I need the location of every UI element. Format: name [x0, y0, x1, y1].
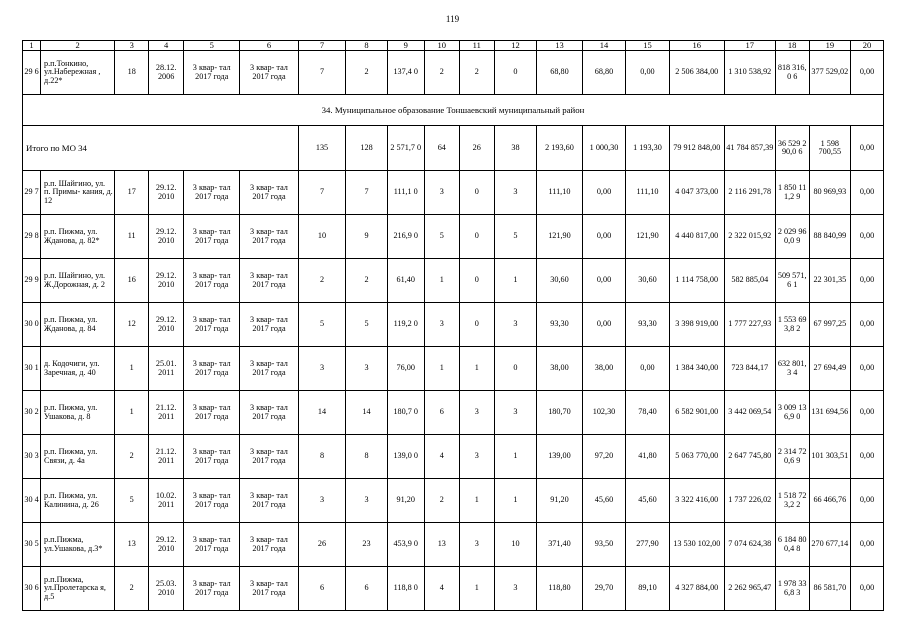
value-cell: 0,00	[850, 479, 883, 523]
value-cell: 509 571,6 1	[775, 259, 809, 303]
value-cell: 93,30	[537, 303, 583, 347]
value-cell: 3 квар- тал 2017 года	[240, 479, 298, 523]
value-cell: 23	[346, 523, 387, 567]
value-cell: 139,0 0	[387, 435, 424, 479]
value-cell: 0,00	[850, 391, 883, 435]
value-cell: 2 029 960,0 9	[775, 215, 809, 259]
table-row	[23, 171, 884, 215]
value-cell: 21.12. 2011	[149, 391, 184, 435]
value-cell: 3	[298, 479, 346, 523]
value-cell: 3 квар- тал 2017 года	[184, 259, 240, 303]
value-cell: 26	[298, 523, 346, 567]
value-cell: 0	[459, 171, 494, 215]
value-cell: 371,40	[537, 523, 583, 567]
column-number-cell: 7	[298, 41, 346, 51]
value-cell: 180,70	[537, 391, 583, 435]
column-number-cell: 17	[724, 41, 775, 51]
value-cell: 1 978 336,8 3	[775, 567, 809, 611]
value-cell: 0,00	[850, 51, 883, 95]
column-number-cell: 2	[41, 41, 115, 51]
value-cell: 3 квар- тал 2017 года	[240, 391, 298, 435]
total-value-cell: 1 598 700,55	[809, 126, 850, 171]
value-cell: 80 969,93	[809, 171, 850, 215]
value-cell: 0,00	[850, 435, 883, 479]
value-cell: 5	[494, 215, 536, 259]
value-cell: 0,00	[850, 523, 883, 567]
value-cell: 6 184 800,4 8	[775, 523, 809, 567]
value-cell: 111,10	[626, 171, 669, 215]
value-cell: 3 398 919,00	[669, 303, 724, 347]
column-number-cell: 1	[23, 41, 41, 51]
value-cell: 3	[494, 567, 536, 611]
row-id-cell: 29 7	[23, 171, 41, 215]
value-cell: 45,60	[626, 479, 669, 523]
value-cell: 68,80	[537, 51, 583, 95]
page-number: 119	[445, 14, 460, 24]
address-cell: р.п. Пижма, ул. Жданова, д. 82*	[41, 215, 115, 259]
value-cell: 0	[459, 303, 494, 347]
row-id-cell: 30 4	[23, 479, 41, 523]
value-cell: 3	[424, 303, 459, 347]
value-cell: 102,30	[582, 391, 625, 435]
value-cell: 1	[459, 347, 494, 391]
value-cell: 1	[459, 479, 494, 523]
value-cell: 10	[494, 523, 536, 567]
value-cell: 723 844,17	[724, 347, 775, 391]
value-cell: 3	[494, 303, 536, 347]
address-cell: р.п. Шайгино, ул. Ж.Дорожная, д. 2	[41, 259, 115, 303]
value-cell: 3 квар- тал 2017 года	[184, 51, 240, 95]
value-cell: 111,1 0	[387, 171, 424, 215]
value-cell: 582 885,04	[724, 259, 775, 303]
value-cell: 118,8 0	[387, 567, 424, 611]
value-cell: 2 116 291,78	[724, 171, 775, 215]
row-id-cell: 29 6	[23, 51, 41, 95]
value-cell: 3 квар- тал 2017 года	[184, 479, 240, 523]
value-cell: 3 квар- тал 2017 года	[184, 171, 240, 215]
value-cell: 88 840,99	[809, 215, 850, 259]
value-cell: 29.12. 2010	[149, 171, 184, 215]
total-value-cell: 2 571,7 0	[387, 126, 424, 171]
section-title: 34. Муниципальное образование Тоншаевский муниципальный район	[23, 95, 884, 126]
value-cell: 21.12. 2011	[149, 435, 184, 479]
value-cell: 18	[115, 51, 149, 95]
value-cell: 3 квар- тал 2017 года	[184, 347, 240, 391]
value-cell: 0,00	[582, 259, 625, 303]
value-cell: 4 047 373,00	[669, 171, 724, 215]
value-cell: 3	[459, 523, 494, 567]
value-cell: 97,20	[582, 435, 625, 479]
value-cell: 5 063 770,00	[669, 435, 724, 479]
column-number-cell: 14	[582, 41, 625, 51]
value-cell: 3 квар- тал 2017 года	[184, 391, 240, 435]
value-cell: 3	[494, 391, 536, 435]
column-number-cell: 16	[669, 41, 724, 51]
value-cell: 3	[424, 171, 459, 215]
value-cell: 0	[494, 51, 536, 95]
value-cell: 0,00	[626, 51, 669, 95]
value-cell: 13	[424, 523, 459, 567]
value-cell: 5	[115, 479, 149, 523]
table-row	[23, 391, 884, 435]
value-cell: 29.12. 2010	[149, 215, 184, 259]
value-cell: 1	[459, 567, 494, 611]
value-cell: 1 777 227,93	[724, 303, 775, 347]
total-row	[23, 126, 884, 171]
value-cell: 2 647 745,80	[724, 435, 775, 479]
total-value-cell: 0,00	[850, 126, 883, 171]
value-cell: 5	[424, 215, 459, 259]
value-cell: 2 322 015,92	[724, 215, 775, 259]
column-number-cell: 4	[149, 41, 184, 51]
row-id-cell: 30 1	[23, 347, 41, 391]
value-cell: 3 квар- тал 2017 года	[184, 215, 240, 259]
value-cell: 2 506 384,00	[669, 51, 724, 95]
value-cell: 1 737 226,02	[724, 479, 775, 523]
value-cell: 3	[494, 171, 536, 215]
value-cell: 38,00	[537, 347, 583, 391]
value-cell: 25.03. 2010	[149, 567, 184, 611]
address-cell: р.п. Пижма, ул. Ушакова, д. 8	[41, 391, 115, 435]
value-cell: 4 327 884,00	[669, 567, 724, 611]
value-cell: 3 квар- тал 2017 года	[240, 523, 298, 567]
value-cell: 8	[346, 435, 387, 479]
value-cell: 0,00	[850, 567, 883, 611]
column-number-cell: 5	[184, 41, 240, 51]
value-cell: 818 316,0 6	[775, 51, 809, 95]
value-cell: 22 301,35	[809, 259, 850, 303]
value-cell: 3 009 136,9 0	[775, 391, 809, 435]
value-cell: 3 квар- тал 2017 года	[184, 303, 240, 347]
value-cell: 91,20	[387, 479, 424, 523]
value-cell: 2	[298, 259, 346, 303]
value-cell: 68,80	[582, 51, 625, 95]
table-row	[23, 435, 884, 479]
value-cell: 7	[298, 51, 346, 95]
value-cell: 137,4 0	[387, 51, 424, 95]
column-number-cell: 8	[346, 41, 387, 51]
value-cell: 13 530 102,00	[669, 523, 724, 567]
value-cell: 270 677,14	[809, 523, 850, 567]
value-cell: 3 квар- тал 2017 года	[184, 523, 240, 567]
value-cell: 0,00	[850, 171, 883, 215]
value-cell: 0,00	[850, 259, 883, 303]
table-row	[23, 303, 884, 347]
column-number-cell: 9	[387, 41, 424, 51]
value-cell: 111,10	[537, 171, 583, 215]
value-cell: 8	[298, 435, 346, 479]
value-cell: 131 694,56	[809, 391, 850, 435]
value-cell: 29.12. 2010	[149, 259, 184, 303]
column-number-cell: 13	[537, 41, 583, 51]
address-cell: р.п. Шайгино, ул. п. Примы- кания, д. 12	[41, 171, 115, 215]
row-id-cell: 29 8	[23, 215, 41, 259]
value-cell: 78,40	[626, 391, 669, 435]
value-cell: 180,7 0	[387, 391, 424, 435]
column-number-cell: 20	[850, 41, 883, 51]
address-cell: р.п.Пижма, ул.Пролетарска я, д.5	[41, 567, 115, 611]
value-cell: 3	[459, 435, 494, 479]
value-cell: 2	[424, 479, 459, 523]
value-cell: 0,00	[582, 303, 625, 347]
value-cell: 4	[424, 435, 459, 479]
value-cell: 6	[298, 567, 346, 611]
total-value-cell: 2 193,60	[537, 126, 583, 171]
row-id-cell: 30 0	[23, 303, 41, 347]
value-cell: 0	[459, 259, 494, 303]
value-cell: 3	[346, 347, 387, 391]
value-cell: 3 квар- тал 2017 года	[240, 259, 298, 303]
table-row	[23, 479, 884, 523]
value-cell: 1	[494, 435, 536, 479]
row-id-cell: 29 9	[23, 259, 41, 303]
value-cell: 45,60	[582, 479, 625, 523]
total-value-cell: 26	[459, 126, 494, 171]
value-cell: 6	[346, 567, 387, 611]
value-cell: 119,2 0	[387, 303, 424, 347]
column-number-cell: 3	[115, 41, 149, 51]
column-number-row	[23, 41, 884, 51]
value-cell: 2	[115, 567, 149, 611]
total-value-cell: 1 000,30	[582, 126, 625, 171]
value-cell: 216,9 0	[387, 215, 424, 259]
value-cell: 121,90	[626, 215, 669, 259]
value-cell: 7 074 624,38	[724, 523, 775, 567]
table-row	[23, 215, 884, 259]
value-cell: 3 квар- тал 2017 года	[240, 303, 298, 347]
value-cell: 1 310 538,92	[724, 51, 775, 95]
housing-program-table	[22, 40, 884, 611]
value-cell: 2 314 720,6 9	[775, 435, 809, 479]
column-number-cell: 19	[809, 41, 850, 51]
value-cell: 0,00	[850, 215, 883, 259]
value-cell: 25.01. 2011	[149, 347, 184, 391]
value-cell: 4 440 817,00	[669, 215, 724, 259]
value-cell: 3	[346, 479, 387, 523]
value-cell: 6	[424, 391, 459, 435]
value-cell: 1 384 340,00	[669, 347, 724, 391]
value-cell: 2	[424, 51, 459, 95]
value-cell: 1	[494, 259, 536, 303]
column-number-cell: 11	[459, 41, 494, 51]
value-cell: 67 997,25	[809, 303, 850, 347]
value-cell: 10	[298, 215, 346, 259]
address-cell: р.п. Пижма, ул. Калинина, д. 26	[41, 479, 115, 523]
row-id-cell: 30 5	[23, 523, 41, 567]
value-cell: 3 442 069,54	[724, 391, 775, 435]
total-value-cell: 1 193,30	[626, 126, 669, 171]
value-cell: 0,00	[626, 347, 669, 391]
value-cell: 3	[298, 347, 346, 391]
value-cell: 3 квар- тал 2017 года	[184, 567, 240, 611]
value-cell: 0,00	[582, 171, 625, 215]
value-cell: 28.12. 2006	[149, 51, 184, 95]
table-row	[23, 259, 884, 303]
value-cell: 1 114 758,00	[669, 259, 724, 303]
value-cell: 2	[346, 259, 387, 303]
value-cell: 5	[346, 303, 387, 347]
table-row	[23, 347, 884, 391]
value-cell: 61,40	[387, 259, 424, 303]
total-value-cell: 79 912 848,00	[669, 126, 724, 171]
value-cell: 2	[115, 435, 149, 479]
total-value-cell: 38	[494, 126, 536, 171]
value-cell: 0,00	[850, 347, 883, 391]
value-cell: 29.12. 2010	[149, 303, 184, 347]
value-cell: 1 553 693,8 2	[775, 303, 809, 347]
value-cell: 1 518 723,2 2	[775, 479, 809, 523]
value-cell: 41,80	[626, 435, 669, 479]
value-cell: 3 квар- тал 2017 года	[240, 435, 298, 479]
value-cell: 93,30	[626, 303, 669, 347]
column-number-cell: 18	[775, 41, 809, 51]
address-cell: р.п. Пижма, ул. Связи, д. 4а	[41, 435, 115, 479]
value-cell: 3 квар- тал 2017 года	[240, 51, 298, 95]
value-cell: 632 801,3 4	[775, 347, 809, 391]
table-row	[23, 51, 884, 95]
value-cell: 0	[459, 215, 494, 259]
value-cell: 93,50	[582, 523, 625, 567]
value-cell: 118,80	[537, 567, 583, 611]
value-cell: 29,70	[582, 567, 625, 611]
value-cell: 3	[459, 391, 494, 435]
total-value-cell: 128	[346, 126, 387, 171]
value-cell: 29.12. 2010	[149, 523, 184, 567]
value-cell: 1	[115, 391, 149, 435]
column-number-cell: 15	[626, 41, 669, 51]
value-cell: 377 529,02	[809, 51, 850, 95]
row-id-cell: 30 6	[23, 567, 41, 611]
row-id-cell: 30 3	[23, 435, 41, 479]
value-cell: 86 581,70	[809, 567, 850, 611]
value-cell: 2	[459, 51, 494, 95]
value-cell: 14	[346, 391, 387, 435]
value-cell: 7	[298, 171, 346, 215]
value-cell: 121,90	[537, 215, 583, 259]
value-cell: 0,00	[582, 215, 625, 259]
value-cell: 3 квар- тал 2017 года	[240, 215, 298, 259]
table-row	[23, 523, 884, 567]
value-cell: 277,90	[626, 523, 669, 567]
total-label: Итого по МО 34	[23, 126, 299, 171]
column-number-cell: 12	[494, 41, 536, 51]
value-cell: 12	[115, 303, 149, 347]
value-cell: 5	[298, 303, 346, 347]
value-cell: 91,20	[537, 479, 583, 523]
table-row	[23, 567, 884, 611]
value-cell: 3 322 416,00	[669, 479, 724, 523]
value-cell: 11	[115, 215, 149, 259]
value-cell: 7	[346, 171, 387, 215]
value-cell: 2 262 965,47	[724, 567, 775, 611]
value-cell: 1	[115, 347, 149, 391]
value-cell: 30,60	[626, 259, 669, 303]
value-cell: 3 квар- тал 2017 года	[240, 567, 298, 611]
value-cell: 10.02. 2011	[149, 479, 184, 523]
column-number-cell: 6	[240, 41, 298, 51]
address-cell: д. Кодочиги, ул. Заречная, д. 40	[41, 347, 115, 391]
value-cell: 139,00	[537, 435, 583, 479]
value-cell: 17	[115, 171, 149, 215]
value-cell: 1	[494, 479, 536, 523]
value-cell: 2	[346, 51, 387, 95]
address-cell: р.п.Пижма, ул.Ушакова, д.3*	[41, 523, 115, 567]
value-cell: 13	[115, 523, 149, 567]
value-cell: 0,00	[850, 303, 883, 347]
value-cell: 4	[424, 567, 459, 611]
total-value-cell: 135	[298, 126, 346, 171]
total-value-cell: 64	[424, 126, 459, 171]
value-cell: 3 квар- тал 2017 года	[240, 171, 298, 215]
value-cell: 1 850 111,2 9	[775, 171, 809, 215]
value-cell: 101 303,51	[809, 435, 850, 479]
value-cell: 9	[346, 215, 387, 259]
value-cell: 1	[424, 259, 459, 303]
value-cell: 38,00	[582, 347, 625, 391]
value-cell: 3 квар- тал 2017 года	[240, 347, 298, 391]
value-cell: 30,60	[537, 259, 583, 303]
value-cell: 1	[424, 347, 459, 391]
column-number-cell: 10	[424, 41, 459, 51]
row-id-cell: 30 2	[23, 391, 41, 435]
value-cell: 0	[494, 347, 536, 391]
section-row	[23, 95, 884, 126]
value-cell: 76,00	[387, 347, 424, 391]
value-cell: 66 466,76	[809, 479, 850, 523]
total-value-cell: 36 529 290,0 6	[775, 126, 809, 171]
value-cell: 27 694,49	[809, 347, 850, 391]
total-value-cell: 41 784 857,39	[724, 126, 775, 171]
value-cell: 6 582 901,00	[669, 391, 724, 435]
value-cell: 3 квар- тал 2017 года	[184, 435, 240, 479]
address-cell: р.п. Пижма, ул. Жданова, д. 84	[41, 303, 115, 347]
value-cell: 14	[298, 391, 346, 435]
address-cell: р.п.Тонкино, ул.Набережная , д.22*	[41, 51, 115, 95]
value-cell: 16	[115, 259, 149, 303]
value-cell: 453,9 0	[387, 523, 424, 567]
value-cell: 89,10	[626, 567, 669, 611]
